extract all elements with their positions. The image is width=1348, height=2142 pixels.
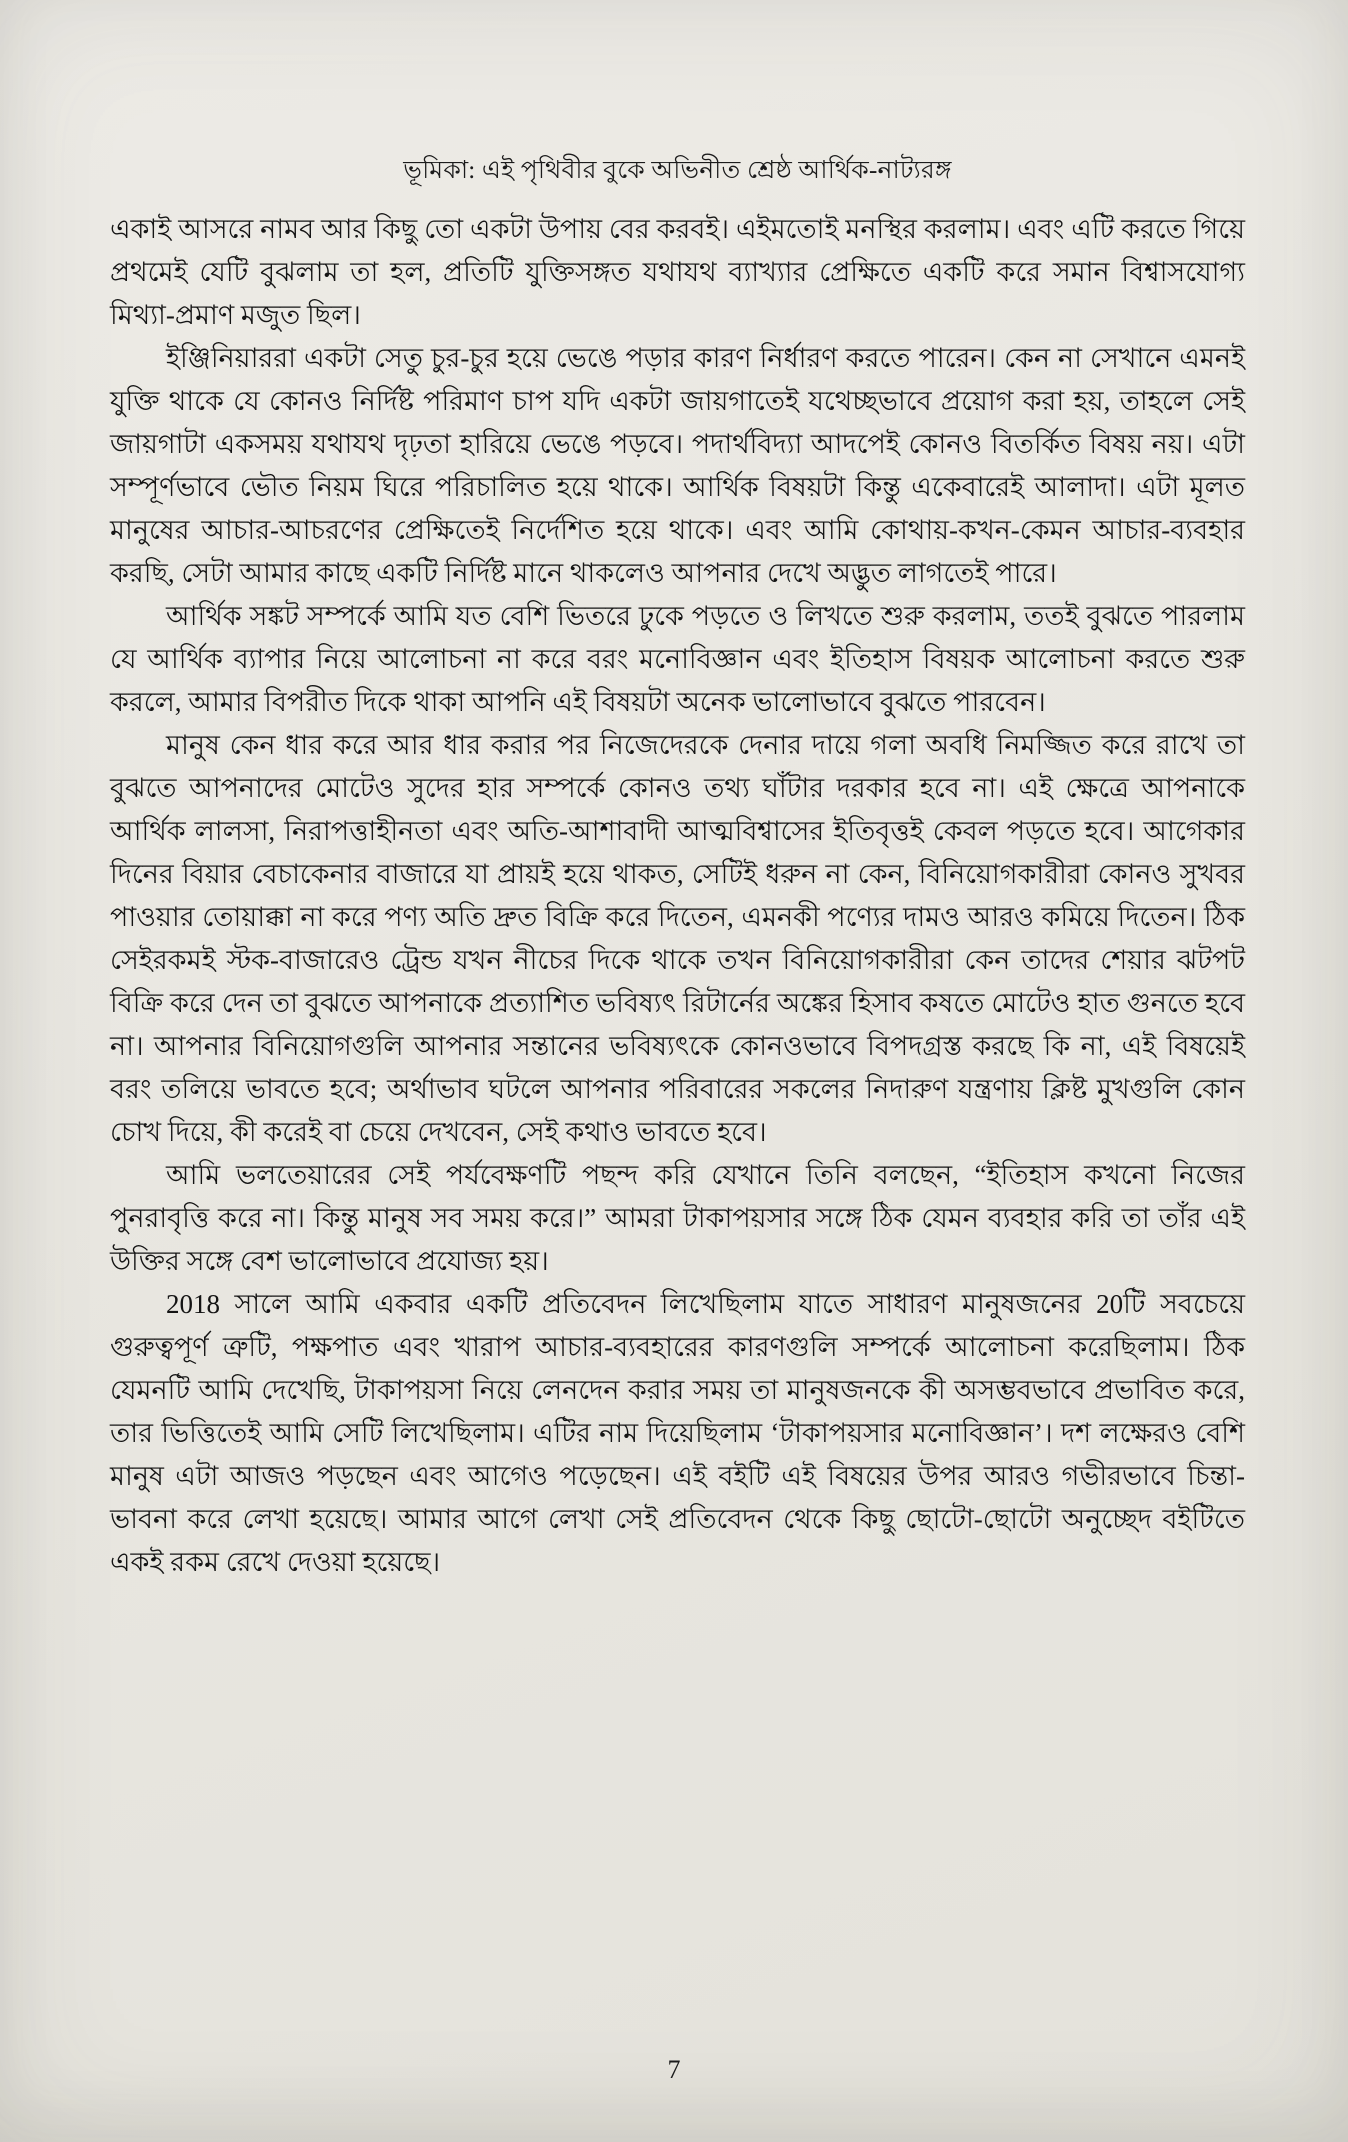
paragraph: মানুষ কেন ধার করে আর ধার করার পর নিজেদেরকে দেনার দায়ে গলা অবধি নিমজ্জিত করে রাখে তা বুঝতে আপনাদের মোটেও সুদের হার সম্পর্কে কোনও তথ্য ঘাঁটার দরকার হবে না। এই ক্ষেত্রে আপনাকে আর্থিক লালসা, নিরাপত্তাহীনতা এবং অতি-আশাবাদী আত্মবিশ্বাসের ইতিবৃত্তই কেবল পড়তে হবে। আগেকার দিনের বিয়ার বেচাকেনার বাজারে যা প্রায়ই হয়ে থাকত, সেটিই ধরুন না কেন, বিনিয়োগকারীরা কোনও সুখবর পাওয়ার তোয়াক্কা না করে পণ্য অতি দ্রুত বিক্রি করে দিতেন, এমনকী পণ্যের দামও আরও কমিয়ে দিতেন। ঠিক সেইরকমই স্টক-বাজারেও ট্রেন্ড যখন নীচের দিকে থাকে তখন বিনিয়োগকারীরা কেন তাদের শেয়ার ঝটপট বিক্রি করে দেন তা বুঝতে আপনাকে প্রত্যাশিত ভবিষ্যৎ রিটার্নের অঙ্কের হিসাব কষতে মোটেও হাত গুনতে হবে না। আপনার বিনিয়োগগুলি আপনার সন্তানের ভবিষ্যৎকে কোনওভাবে বিপদগ্রস্ত করছে কি না, এই বিষয়েই বরং তলিয়ে ভাবতে হবে; অর্থাভাব ঘটলে আপনার পরিবারের সকলের নিদারুণ যন্ত্রণায় ক্লিষ্ট মুখগুলি কোন চোখ দিয়ে, কী করেই বা চেয়ে দেখবেন, সেই কথাও ভাবতে হবে। [110, 730, 1245, 1147]
paragraph: ইঞ্জিনিয়াররা একটা সেতু চুর-চুর হয়ে ভেঙে পড়ার কারণ নির্ধারণ করতে পারেন। কেন না সেখানে এমনই যুক্তি থাকে যে কোনও নির্দিষ্ট পরিমাণ চাপ যদি একটা জায়গাতেই যথেচ্ছভাবে প্রয়োগ করা হয়, তাহলে সেই জায়গাটা একসময় যথাযথ দৃঢ়তা হারিয়ে ভেঙে পড়বে। পদার্থবিদ্যা আদপেই কোনও বিতর্কিত বিষয় নয়। এটা সম্পূর্ণভাবে ভৌত নিয়ম ঘিরে পরিচালিত হয়ে থাকে। আর্থিক বিষয়টা কিন্তু একেবারেই আলাদা। এটা মূলত মানুষের আচার-আচরণের প্রেক্ষিতেই নির্দেশিত হয়ে থাকে। এবং আমি কোথায়-কখন-কেমন আচার-ব্যবহার করছি, সেটা আমার কাছে একটি নির্দিষ্ট মানে থাকলেও আপনার দেখে অদ্ভুত লাগতেই পারে। [110, 343, 1245, 588]
paragraph: 2018 সালে আমি একবার একটি প্রতিবেদন লিখেছিলাম যাতে সাধারণ মানুষজনের 20টি সবচেয়ে গুরুত্বপূর্ণ ত্রুটি, পক্ষপাত এবং খারাপ আচার-ব্যবহারের কারণগুলি সম্পর্কে আলোচনা করেছিলাম। ঠিক যেমনটি আমি দেখেছি, টাকাপয়সা নিয়ে লেনদেন করার সময় তা মানুষজনকে কী অসম্ভবভাবে প্রভাবিত করে, তার ভিত্তিতেই আমি সেটি লিখেছিলাম। এটির নাম দিয়েছিলাম ‘টাকাপয়সার মনোবিজ্ঞান’। দশ লক্ষেরও বেশি মানুষ এটা আজও পড়ছেন এবং আগেও পড়েছেন। এই বইটি এই বিষয়ের উপর আরও গভীরভাবে চিন্তা-ভাবনা করে লেখা হয়েছে। আমার আগে লেখা সেই প্রতিবেদন থেকে কিছু ছোটো-ছোটো অনুচ্ছেদ বইটিতে একই রকম রেখে দেওয়া হয়েছে। [110, 1289, 1245, 1577]
chapter-title: ভূমিকা: এই পৃথিবীর বুকে অভিনীত শ্রেষ্ঠ আর্থিক-নাট্যরঙ্গ [403, 157, 952, 184]
paragraph: আর্থিক সঙ্কট সম্পর্কে আমি যত বেশি ভিতরে ঢুকে পড়তে ও লিখতে শুরু করলাম, ততই বুঝতে পারলাম যে আর্থিক ব্যাপার নিয়ে আলোচনা না করে বরং মনোবিজ্ঞান এবং ইতিহাস বিষয়ক আলোচনা করতে শুরু করলে, আমার বিপরীত দিকে থাকা আপনি এই বিষয়টা অনেক ভালোভাবে বুঝতে পারবেন। [110, 601, 1245, 717]
paragraph: আমি ভলতেয়ারের সেই পর্যবেক্ষণটি পছন্দ করি যেখানে তিনি বলছেন, “ইতিহাস কখনো নিজের পুনরাবৃত্তি করে না। কিন্তু মানুষ সব সময় করে।” আমরা টাকাপয়সার সঙ্গে ঠিক যেমন ব্যবহার করি তা তাঁর এই উক্তির সঙ্গে বেশ ভালোভাবে প্রযোজ্য হয়। [110, 1160, 1245, 1276]
page-number: 7 [667, 2055, 681, 2084]
page-body-text [110, 208, 1245, 1584]
paragraph: একাই আসরে নামব আর কিছু তো একটা উপায় বের করবই। এইমতোই মনস্থির করলাম। এবং এটি করতে গিয়ে প্রথমেই যেটি বুঝলাম তা হল, প্রতিটি যুক্তিসঙ্গত যথাযথ ব্যাখ্যার প্রেক্ষিতে একটি করে সমান বিশ্বাসযোগ্য মিথ্যা-প্রমাণ মজুত ছিল। [110, 214, 1245, 330]
